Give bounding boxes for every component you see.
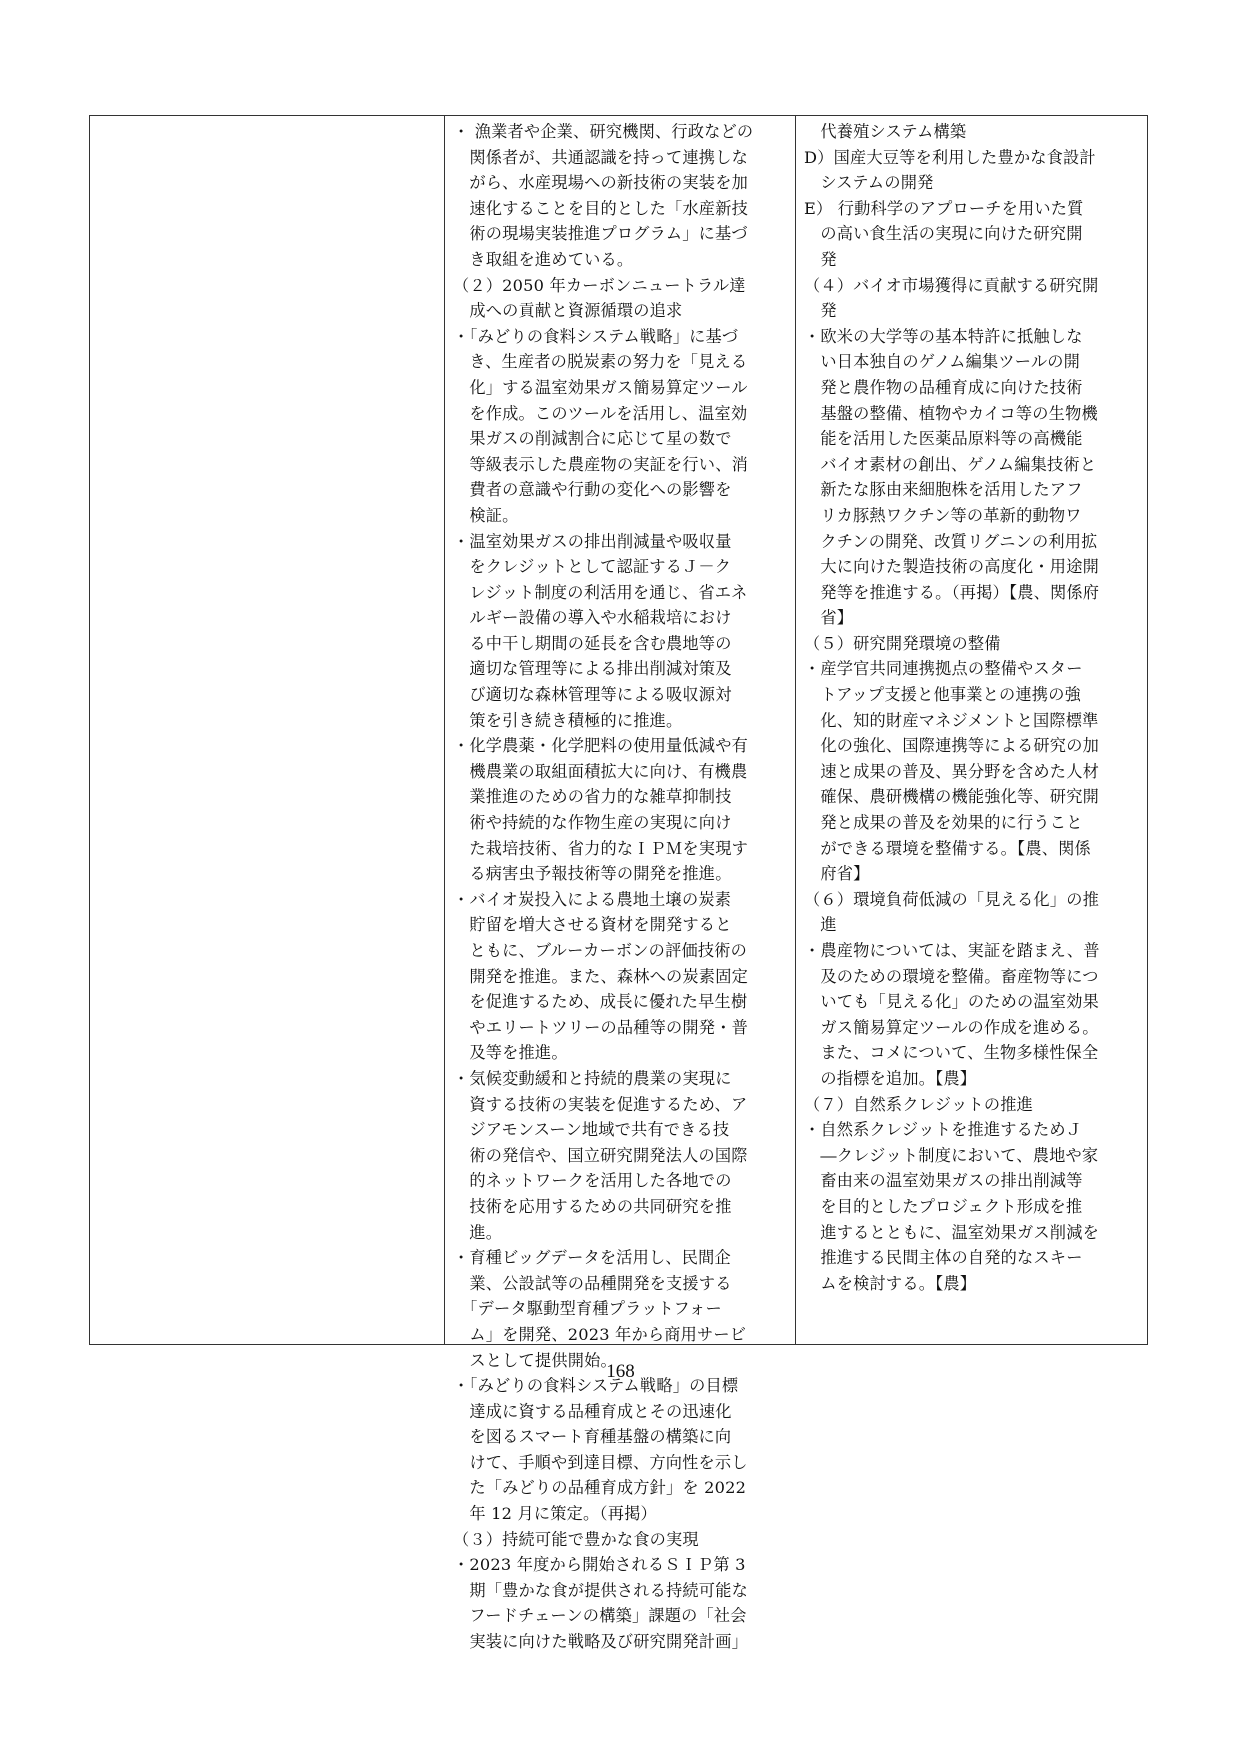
- middle-column-line: （３）持続可能で豊かな食の実現: [453, 1529, 699, 1549]
- middle-column-line: 資する技術の実装を促進するため、ア: [453, 1094, 748, 1114]
- middle-column-line: 開発を推進。また、森林への炭素固定: [453, 966, 748, 986]
- right-column-line: 確保、農研機構の機能強化等、研究開: [804, 787, 1099, 807]
- middle-column-line: 適切な管理等による排出削減対策及: [453, 659, 732, 679]
- page-number: 168: [606, 1361, 635, 1382]
- middle-column-line: スとして提供開始。: [453, 1350, 617, 1370]
- right-column-line: （７）自然系クレジットの推進: [804, 1094, 1034, 1114]
- middle-column-line: 関係者が、共通認識を持って連携しな: [453, 147, 748, 167]
- middle-column-line: 術の発信や、国立研究開発法人の国際: [453, 1145, 748, 1165]
- middle-column-line: 進。: [453, 1222, 503, 1242]
- middle-column-line: た栽培技術、省力的なＩＰＭを実現す: [453, 838, 748, 858]
- middle-column-line: を促進するため、成長に優れた早生樹: [453, 992, 748, 1012]
- middle-column-line: 等級表示した農産物の実証を行い、消: [453, 454, 748, 474]
- middle-column-line: 術や持続的な作物生産の実現に向け: [453, 813, 732, 833]
- right-column-line: 新たな豚由来細胞株を活用したアフ: [804, 480, 1083, 500]
- right-column-line: リカ豚熱ワクチン等の革新的動物ワ: [804, 505, 1082, 525]
- middle-column-line: ともに、ブルーカーボンの評価技術の: [453, 941, 748, 960]
- right-column-line: の指標を追加。【農】: [804, 1068, 977, 1088]
- right-column-line: バイオ素材の創出、ゲノム編集技術と: [804, 454, 1097, 474]
- right-column-line: 及のための環境を整備。畜産物等につ: [804, 966, 1099, 986]
- middle-column-line: ルギー設備の導入や水稲栽培におけ: [453, 608, 732, 628]
- right-column-line: 進するとともに、温室効果ガス削減を: [804, 1222, 1099, 1242]
- middle-column-line: 的ネットワークを活用した各地での: [453, 1171, 732, 1191]
- right-column-line: 発: [804, 301, 837, 321]
- right-column-line: ムを検討する。【農】: [804, 1273, 977, 1293]
- right-column-line: D）国産大豆等を利用した豊かな食設計: [804, 147, 1096, 167]
- right-column-line: ・産学官共同連携拠点の整備やスター: [804, 659, 1083, 679]
- middle-column-line: を作成。このツールを活用し、温室効: [453, 403, 748, 423]
- right-column-line: クチンの開発、改質リグニンの利用拡: [804, 531, 1098, 551]
- middle-column-line: 期「豊かな食が提供される持続可能な: [453, 1580, 748, 1600]
- right-column-line: E） 行動科学のアプローチを用いた質: [804, 198, 1084, 218]
- middle-column-line: ・気候変動緩和と持続的農業の実現に: [453, 1068, 732, 1088]
- middle-column-line: 及等を推進。: [453, 1043, 568, 1063]
- middle-column-line: 実装に向けた戦略及び研究開発計画」: [453, 1632, 748, 1652]
- left-column-empty: [90, 116, 445, 1344]
- middle-column-line: けて、手順や到達目標、方向性を示し: [453, 1452, 748, 1472]
- middle-column-line: がら、水産現場への新技術の実装を加: [453, 173, 748, 193]
- middle-column-line: 技術を応用するための共同研究を推: [453, 1196, 732, 1216]
- right-column-line: 化の強化、国際連携等による研究の加: [804, 736, 1099, 756]
- middle-column-line: やエリートツリーの品種等の開発・普: [453, 1017, 748, 1037]
- middle-column-line: ・「みどりの食料システム戦略」に基づ: [453, 326, 739, 346]
- middle-column-line: 業推進のための省力的な雑草抑制技: [453, 787, 732, 807]
- middle-column-line: 「データ駆動型育種プラットフォー: [453, 1299, 722, 1319]
- middle-column-line: フードチェーンの構築」課題の「社会: [453, 1606, 747, 1626]
- middle-column-line: 成への貢献と資源循環の追求: [453, 301, 683, 321]
- right-column-line: を目的としたプロジェクト形成を推: [804, 1196, 1083, 1216]
- right-column-line: （６）環境負荷低減の「見える化」の推: [804, 889, 1099, 909]
- middle-column-line: 費者の意識や行動の変化への影響を: [453, 480, 732, 500]
- middle-column-line: ジアモンスーン地域で共有できる技: [453, 1120, 730, 1140]
- middle-column-line: ム」を開発、2023 年から商用サービ: [453, 1324, 747, 1344]
- middle-column-line: ・温室効果ガスの排出削減量や吸収量: [453, 531, 732, 551]
- middle-column-line: ・バイオ炭投入による農地土壌の炭素: [453, 889, 732, 909]
- right-column-line: 能を活用した医薬品原料等の高機能: [804, 429, 1083, 449]
- right-column-line: の高い食生活の実現に向けた研究開: [804, 224, 1083, 244]
- middle-column-line: る中干し期間の延長を含む農地等の: [453, 633, 732, 653]
- right-column-line: 代養殖システム構築: [804, 122, 967, 141]
- middle-column-line: 機農業の取組面積拡大に向け、有機農: [453, 761, 748, 781]
- right-column-line: ができる環境を整備する。【農、関係: [804, 838, 1091, 858]
- right-column-line: 大に向けた製造技術の高度化・用途開: [804, 557, 1099, 577]
- right-column-line: 省】: [804, 608, 854, 628]
- right-column-line: 府省】: [804, 864, 870, 884]
- middle-column-line: 化」する温室効果ガス簡易算定ツール: [453, 377, 748, 397]
- right-column-line: 発等を推進する。（再掲）【農、関係府: [804, 582, 1100, 602]
- middle-column-line: ・2023 年度から開始されるＳＩＰ第 3: [453, 1555, 746, 1575]
- right-column: [796, 116, 1147, 1344]
- middle-column-line: た「みどりの品種育成方針」を 2022: [453, 1478, 747, 1498]
- right-column-line: ・自然系クレジットを推進するためＪ: [804, 1120, 1083, 1140]
- middle-column-line: をクレジットとして認証するＪ－ク: [453, 557, 732, 577]
- right-column-line: 畜由来の温室効果ガスの排出削減等: [804, 1171, 1083, 1191]
- middle-column-line: 業、公設試等の品種開発を支援する: [453, 1273, 732, 1293]
- middle-column-line: 策を引き続き積極的に推進。: [453, 710, 683, 730]
- middle-column-line: び適切な森林管理等による吸収源対: [453, 685, 732, 705]
- right-column-line: いても「見える化」のための温室効果: [804, 992, 1099, 1012]
- right-column-line: また、コメについて、生物多様性保全: [804, 1043, 1099, 1063]
- middle-column-line: を図るスマート育種基盤の構築に向: [453, 1427, 732, 1447]
- right-column-line: 発と農作物の品種育成に向けた技術: [804, 377, 1083, 397]
- middle-column-line: き、生産者の脱炭素の努力を「見える: [453, 352, 748, 372]
- right-column-line: 基盤の整備、植物やカイコ等の生物機: [804, 403, 1098, 423]
- middle-column-line: ・ 漁業者や企業、研究機関、行政などの: [453, 122, 754, 141]
- middle-column-line: き取組を進めている。: [453, 249, 634, 269]
- right-column-line: ・農産物については、実証を踏まえ、普: [804, 941, 1100, 960]
- right-column-line: トアップ支援と他事業との連携の強: [804, 685, 1081, 705]
- middle-column-line: 果ガスの削減割合に応じて星の数で: [453, 429, 732, 449]
- middle-column-line: 検証。: [453, 505, 519, 525]
- right-column-line: 推進する民間主体の自発的なスキー: [804, 1248, 1083, 1268]
- right-column-line: 進: [804, 915, 837, 935]
- middle-column-line: 貯留を増大させる資材を開発すると: [453, 915, 732, 935]
- right-column-line: ・欧米の大学等の基本特許に抵触しな: [804, 326, 1083, 346]
- middle-column-line: ・育種ビッグデータを活用し、民間企: [453, 1248, 731, 1268]
- right-column-line: 発と成果の普及を効果的に行うこと: [804, 813, 1083, 833]
- middle-column-line: レジット制度の利活用を通じ、省エネ: [453, 582, 748, 602]
- right-column-line: 速と成果の普及、異分野を含めた人材: [804, 761, 1099, 781]
- right-column-line: ―クレジット制度において、農地や家: [804, 1145, 1099, 1165]
- middle-column-line: ・化学農薬・化学肥料の使用量低減や有: [453, 736, 748, 756]
- right-column-line: 発: [804, 249, 837, 269]
- right-column-line: い日本独自のゲノム編集ツールの開: [804, 352, 1080, 372]
- right-column-line: （４）バイオ市場獲得に貢献する研究開: [804, 275, 1099, 295]
- middle-column-line: 術の現場実装推進プログラム」に基づ: [453, 224, 748, 244]
- right-column-line: （５）研究開発環境の整備: [804, 633, 1001, 653]
- middle-column-line: 達成に資する品種育成とその迅速化: [453, 1401, 732, 1421]
- middle-column-line: 年 12 月に策定。（再掲）: [453, 1504, 657, 1524]
- middle-column-line: る病害虫予報技術等の開発を推進。: [453, 864, 732, 884]
- middle-column-line: ・「みどりの食料システム戦略」の目標: [453, 1376, 739, 1396]
- middle-column-line: 速化することを目的とした「水産新技: [453, 198, 748, 218]
- right-column-line: 化、知的財産マネジメントと国際標準: [804, 710, 1099, 730]
- right-column-line: システムの開発: [804, 173, 934, 193]
- middle-column-line: （２）2050 年カーボンニュートラル達: [453, 275, 746, 295]
- right-column-line: ガス簡易算定ツールの作成を進める。: [804, 1017, 1099, 1037]
